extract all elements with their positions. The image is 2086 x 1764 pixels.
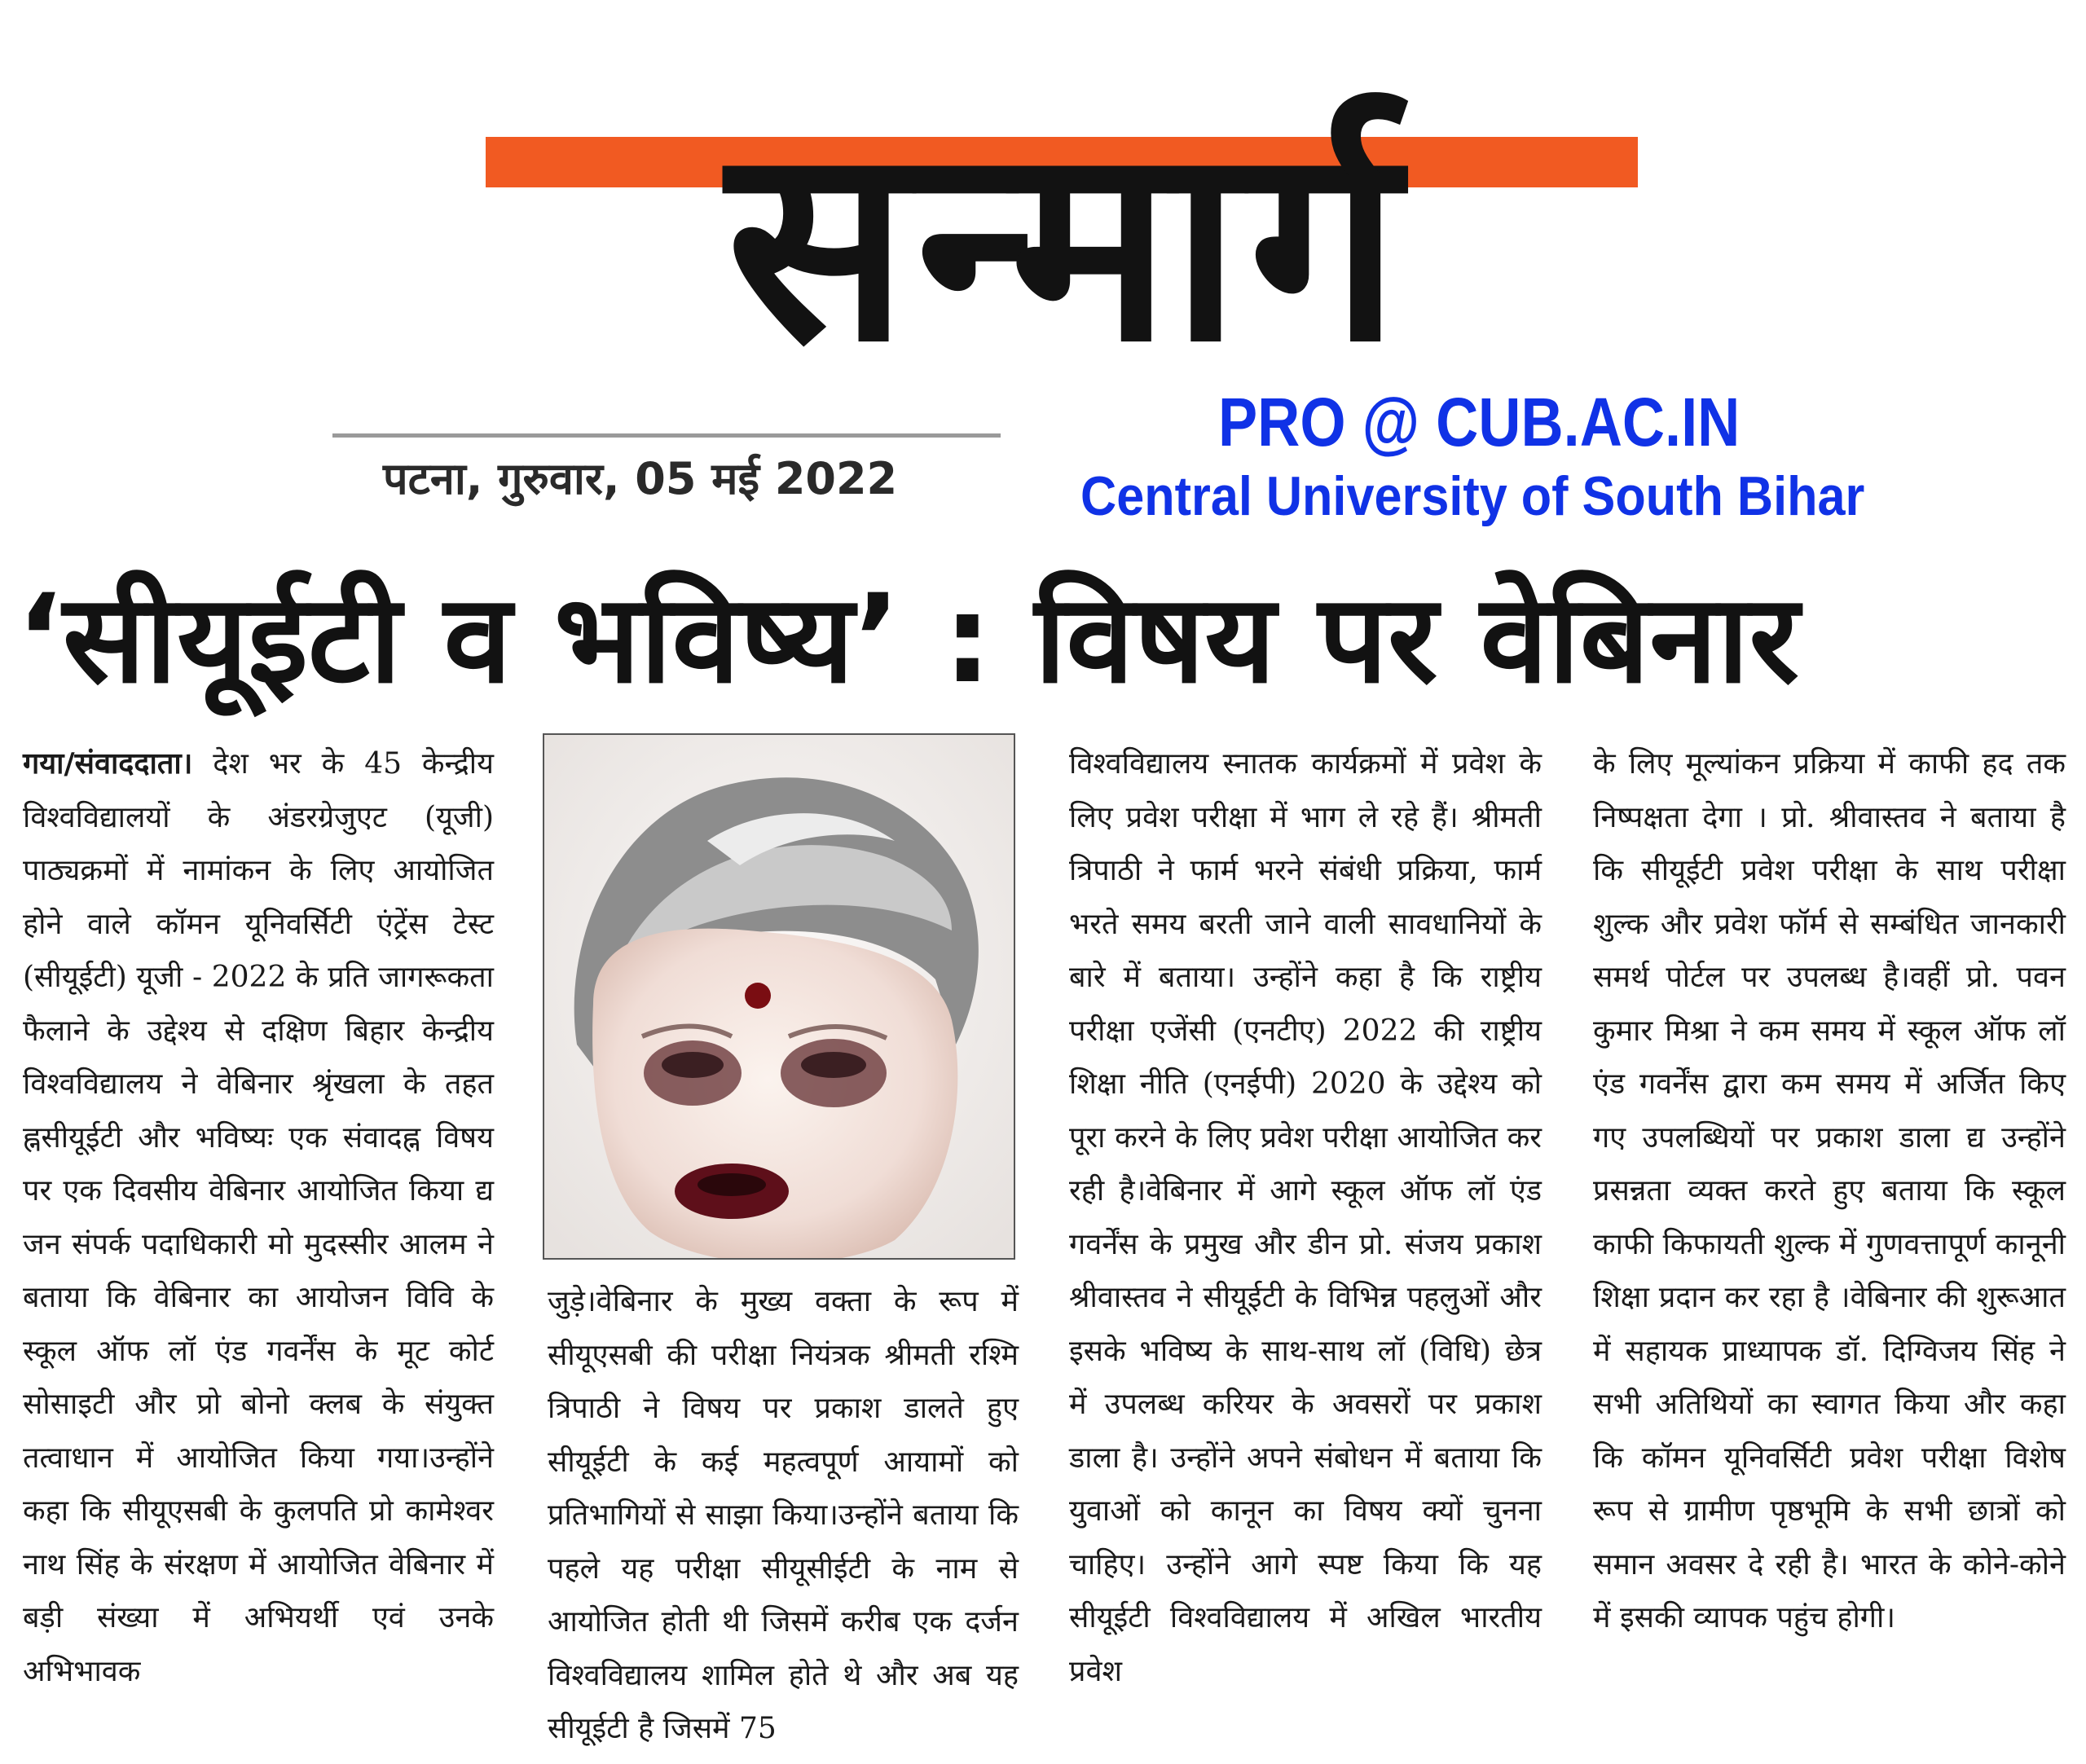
dateline-rule xyxy=(332,433,1001,438)
speaker-photo xyxy=(543,733,1015,1260)
university-name-overlay: Central University of South Bihar xyxy=(1080,465,1865,527)
newspaper-masthead: सन्मार्ग xyxy=(726,88,1409,401)
article-column-4: के लिए मूल्यांकन प्रक्रिया में काफी हद तक निष्पक्षता देगा । प्रो. श्रीवास्तव ने बताया है कि सीयूईटी प्रवेश परीक्षा के साथ परीक्षा शुल्क और प्रवेश फॉर्म से सम्बंधित जानकारी समर्थ पोर्टल पर उपलब्ध है।वहीं प्रो. पवन कुमार मिश्रा ने कम समय में स्कूल ऑफ लॉ एंड गवर्नेंस द्वारा कम समय में अर्जित किए गए उपलब्धियों पर प्रकाश डाला द्य उन्होंने प्रसन्नता व्यक्त करते हुए बताया कि स्कूल काफी किफायती शुल्क में गुणवत्तापूर्ण कानूनी शिक्षा प्रदान कर रहा है ।वेबिनार की शुरूआत में सहायक प्राध्यापक डॉ. दिग्विजय सिंह ने सभी अतिथियों का स्वागत किया और कहा कि कॉमन यूनिवर्सिटी प्रवेश परीक्षा विशेष रूप से ग्रामीण पृष्ठभूमि के सभी छात्रों को समान अवसर दे रही है। भारत के कोने-कोने में इसकी व्यापक पहुंच होगी। xyxy=(1593,747,2066,1634)
article-column-3: विश्वविद्यालय स्नातक कार्यक्रमों में प्रवेश के लिए प्रवेश परीक्षा में भाग ले रहे हैं। श्रीमती त्रिपाठी ने फार्म भरने संबंधी प्रक्रिया, फार्म भरते समय बरती जाने वाली सावधानियों के बारे में बताया। उन्होंने कहा है कि राष्ट्रीय परीक्षा एजेंसी (एनटीए) 2022 की राष्ट्रीय शिक्षा नीति (एनईपी) 2020 के उद्देश्य को पूरा करने के लिए प्रवेश परीक्षा आयोजित कर रही है।वेबिनार में आगे स्कूल ऑफ लॉ एंड गवर्नेंस के प्रमुख और डीन प्रो. संजय प्रकाश श्रीवास्तव ने सीयूईटी के विभिन्न पहलुओं और इसके भविष्य के साथ-साथ लॉ (विधि) छेत्र में उपलब्ध करियर के अवसरों पर प्रकाश डाला है। उन्होंने अपने संबोधन में बताया कि युवाओं को कानून का विषय क्यों चुनना चाहिए। उन्होंने आगे स्पष्ट किया कि यह सीयूईटी विश्वविद्यालय में अखिल भारतीय प्रवेश xyxy=(1069,747,1542,1688)
pro-email-overlay: PRO @ CUB.AC.IN xyxy=(1218,384,1741,460)
article-byline: गया/संवाददाता। xyxy=(23,747,193,781)
article-headline: ‘सीयूईटी व भविष्य’ : विषय पर वेबिनार xyxy=(16,569,1799,710)
article-column-2: जुड़े।वेबिनार के मुख्य वक्ता के रूप में सीयूएसबी की परीक्षा नियंत्रक श्रीमती रश्मि त्रिपाठी ने विषय पर प्रकाश डालते हुए सीयूईटी के कई महत्वपूर्ण आयामों को प्रतिभागियों से साझा किया।उन्होंने बताया कि पहले यह परीक्षा सीयूसीईटी के नाम से आयोजित होती थी जिसमें करीब एक दर्जन विश्वविद्यालय शामिल होते थे और अब यह सीयूईटी है जिसमें 75 xyxy=(548,1285,1019,1745)
dateline: पटना, गुरुवार, 05 मई 2022 xyxy=(383,453,898,504)
article-column-1 xyxy=(23,737,494,1698)
article-column-1-text: देश भर के 45 केन्द्रीय विश्वविद्यालयों के अंडरग्रेजुएट (यूजी) पाठ्यक्रमों में नामांकन के लिए आयोजित होने वाले कॉमन यूनिवर्सिटी एंट्रेंस टेस्ट (सीयूईटी) यूजी - 2022 के प्रति जागरूकता फैलाने के उद्देश्य से दक्षिण बिहार केन्द्रीय विश्वविद्यालय ने वेबिनार श्रृंखला के तहत ह्नसीयूईटी और भविष्यः एक संवादह्न विषय पर एक दिवसीय वेबिनार आयोजित किया द्य जन संपर्क पदाधिकारी मो मुदस्सीर आलम ने बताया कि वेबिनार का आयोजन विवि के स्कूल ऑफ लॉ एंड गवर्नेंस के मूट कोर्ट सोसाइटी और प्रो बोनो क्लब के संयुक्त तत्वाधान में आयोजित किया गया।उन्होंने कहा कि सीयूएसबी के कुलपति प्रो कामेश्वर नाथ सिंह के संरक्षण में आयोजित वेबिनार में बड़ी संख्या में अभियर्थी एवं उनके अभिभावक xyxy=(23,747,495,1688)
speaker-portrait-illustration xyxy=(544,735,1014,1258)
